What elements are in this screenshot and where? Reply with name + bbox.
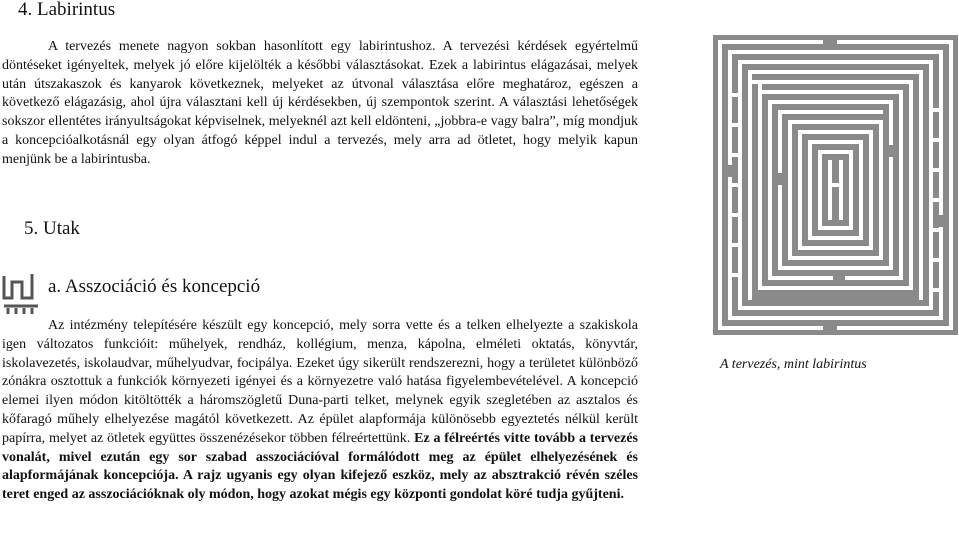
figure-caption: A tervezés, mint labirintus xyxy=(720,357,867,372)
paragraph-normal-text: Az intézmény telepítésére készült egy koncepció, mely sorra vette és a telken elhelyezte a szakiskola igen változatos funkcióit: műhelyek, rendház, kollégium, menza, kápolna, elméleti oktatás, könyvtár, iskolavezetés, iskolaudvar, műhelyudvar, focipálya. Ezeket úgy sikerült rendszerezni, hogy a területet különböző zónákra osztottuk a funkciók környezeti igényei és a környezetre való hatása figyelembevételével. A koncepció elemei ilyen módon kitöltötték a háromszögletű Duna-parti telket, melynek egyik szegletében az asztalos és kőfaragó műhely elhelyezése magától következett. Az épület alapformája különösebb egyeztetés nélkül került papírra, melyet az ötletek együttes összenézésekor többen félreértettünk. xyxy=(2,318,638,446)
section-5-heading: 5. Utak xyxy=(24,218,80,239)
section-4-paragraph: A tervezés menete nagyon sokban hasonlított egy labirintushoz. A tervezési kérdések egyértelmű döntéseket igényeltek, melyek jó előre kijelölték a későbbi választásokat. Ezek a labirintus elágazásai, melyek után útszakaszok és kanyarok következnek, melyeket az útvonal választása előre meghatároz, egészen a következő elágazásig, ahol újra választani kell új kérdésekben, új szempontok szerint. A választási lehetőségek sokszor ellentétes irányultságokat képviselnek, melyeknél azt kell eldönteni, „jobbra-e vagy balra”, míg mondjuk a koncepcióalkotásnál egy olyan átfogó képpel indul a tervezés, mely arra ad ötletet, hogy melyik kapun menjünk be a labirintusba. xyxy=(2,39,638,167)
subsection-a-paragraph xyxy=(2,317,638,505)
maze-image xyxy=(713,35,958,335)
section-4-heading: 4. Labirintus xyxy=(18,0,116,20)
paragraph-bold-text: Ez a félreértés vitte tovább a tervezés vonalát, mivel ezután egy sor szabad asszociációval formálódott meg az épület elhelyezésének és alapformájának koncepciója. A rajz ugyanis egy olyan kifejező eszköz, mely az absztrakció révén széles teret enged az asszociációknak oly módon, hogy azokat mégis egy központi gondolat köré tudja gyűjteni. xyxy=(2,430,638,503)
maze-fragment-icon xyxy=(0,268,42,318)
subsection-a-heading: a. Asszociáció és koncepció xyxy=(48,276,261,297)
